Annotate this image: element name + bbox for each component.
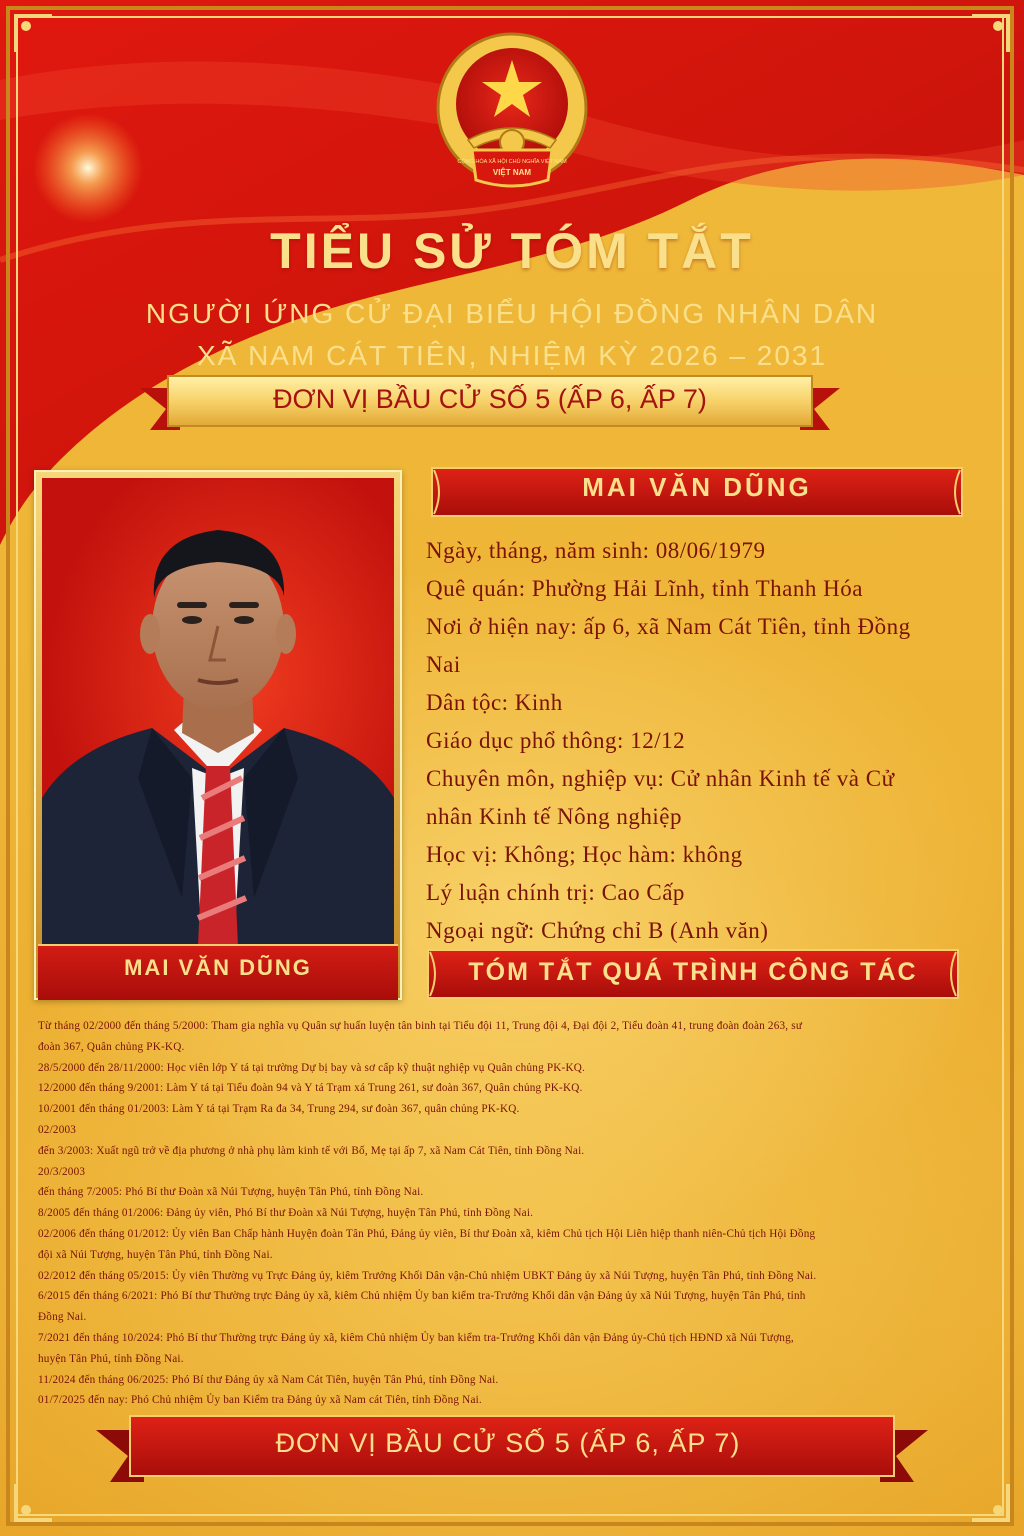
detail-line: Chuyên môn, nghiệp vụ: Cử nhân Kinh tế và Cử	[426, 766, 895, 791]
career-line: đến 3/2003: Xuất ngũ trở về địa phương ở nhà phụ làm kinh tế với Bố, Mẹ tại ấp 7, xã Nam Cát Tiên, tỉnh Đồng Nai.	[38, 1144, 585, 1157]
career-line: 20/3/2003	[38, 1165, 86, 1178]
career-line: Từ tháng 02/2000 đến tháng 5/2000: Tham gia nghĩa vụ Quân sự huấn luyện tân binh tại Tiểu đội 11, Trung đội 4, Đại đội 2, Tiểu đoàn 41, trung đoàn đoàn 263, sư	[38, 1020, 803, 1032]
detail-line: Ngoại ngữ: Chứng chỉ B (Anh văn)	[426, 918, 769, 943]
career-line: 28/5/2000 đến 28/11/2000: Học viên lớp Y tá tại trường Dự bị bay và sơ cấp kỹ thuật nghiệp vụ Quân chủng PK-KQ.	[38, 1061, 586, 1074]
photo-caption: MAI VĂN DŨNG	[124, 955, 312, 980]
career-line: 01/7/2025 đến nay: Phó Chủ nhiệm Ủy ban Kiểm tra Đảng ủy xã Nam cát Tiên, tỉnh Đồng Nai.	[38, 1394, 482, 1407]
career-line: 6/2015 đến tháng 6/2021: Phó Bí thư Thường trực Đảng ủy xã, kiêm Chủ nhiệm Ủy ban kiểm tra-Trưởng Khối dân vận Đảng ủy xã Núi Tượng, huyện Tân Phú, tỉnh	[38, 1290, 806, 1303]
career-line: 7/2021 đến tháng 10/2024: Phó Bí thư Thường trực Đảng ủy xã, kiêm Chủ nhiệm Ủy ban kiểm tra-Trưởng Khối dân vận Đảng ủy-Chủ tịch HĐND xã Núi Tượng,	[38, 1331, 794, 1344]
unit-label: ĐƠN VỊ BẦU CỬ SỐ 5 (ẤP 6, ẤP 7)	[273, 384, 707, 414]
detail-line: Nai	[426, 652, 461, 677]
career-title: TÓM TẮT QUÁ TRÌNH CÔNG TÁC	[468, 958, 918, 986]
career-line: 02/2006 đến tháng 01/2012: Ủy viên Ban Chấp hành Huyện đoàn Tân Phú, Đảng ủy viên, Bí thư Đoàn xã, kiêm Chủ tịch Hội Liên hiệp thanh niên-Chủ tịch Hội Đồng	[38, 1227, 816, 1240]
candidate-name: MAI VĂN DŨNG	[582, 472, 812, 502]
detail-line: Giáo dục phổ thông: 12/12	[426, 728, 686, 753]
career-line: 8/2005 đến tháng 01/2006: Đảng ủy viên, Phó Bí thư Đoàn xã Núi Tượng, huyện Tân Phú, tỉnh Đồng Nai.	[38, 1207, 534, 1220]
detail-line: Quê quán: Phường Hải Lĩnh, tỉnh Thanh Hóa	[426, 576, 863, 601]
career-line: 11/2024 đến tháng 06/2025: Phó Bí thư Đảng ủy xã Nam Cát Tiên, huyện Tân Phú, tỉnh Đồng Nai.	[38, 1373, 499, 1386]
candidate-details	[426, 532, 986, 950]
career-line: 10/2001 đến tháng 01/2003: Làm Y tá tại Trạm Ra đa 34, Trung 294, sư đoàn 367, quân chủng PK-KQ.	[38, 1103, 520, 1116]
career-line: đoàn 367, Quân chủng PK-KQ.	[38, 1040, 185, 1053]
detail-line: nhân Kinh tế Nông nghiệp	[426, 804, 683, 829]
emblem-text: CỘNG HÒA XÃ HỘI CHỦ NGHĨA VIỆT NAM	[457, 159, 567, 165]
detail-line: Nơi ở hiện nay: ấp 6, xã Nam Cát Tiên, tỉnh Đồng	[426, 614, 911, 639]
detail-line: Dân tộc: Kinh	[426, 690, 563, 715]
detail-line: Lý luận chính trị: Cao Cấp	[426, 880, 685, 905]
subtitle-line-1: NGƯỜI ỨNG CỬ ĐẠI BIỂU HỘI ĐỒNG NHÂN DÂN	[145, 298, 879, 329]
career-line: 12/2000 đến tháng 9/2001: Làm Y tá tại Tiểu đoàn 94 và Y tá Trạm xá Trung 261, sư đoàn 367, Quân chủng PK-KQ.	[38, 1082, 583, 1095]
person-portrait-icon	[42, 478, 394, 946]
national-emblem-icon	[432, 30, 592, 200]
career-list	[38, 1016, 996, 1411]
corner-ornament-icon	[12, 1480, 56, 1524]
career-line: Đồng Nai.	[38, 1311, 87, 1324]
svg-text:VIỆT NAM: VIỆT NAM	[492, 168, 532, 177]
subtitle-line-2: XÃ NAM CÁT TIÊN, NHIỆM KỲ 2026 – 2031	[196, 340, 828, 371]
footer-unit-label: ĐƠN VỊ BẦU CỬ SỐ 5 (ẤP 6, ẤP 7)	[275, 1428, 741, 1458]
detail-line: Học vị: Không; Học hàm: không	[426, 842, 743, 867]
detail-line: Ngày, tháng, năm sinh: 08/06/1979	[426, 538, 766, 563]
career-line: huyện Tân Phú, tỉnh Đồng Nai.	[38, 1352, 184, 1365]
page-title: TIỂU SỬ TÓM TẮT	[270, 223, 754, 279]
corner-ornament-icon	[968, 1480, 1012, 1524]
candidate-photo	[42, 478, 394, 946]
career-line: đến tháng 7/2005: Phó Bí thư Đoàn xã Núi Tượng, huyện Tân Phú, tỉnh Đồng Nai.	[38, 1186, 424, 1199]
career-line: 02/2012 đến tháng 05/2015: Ủy viên Thường vụ Trực Đảng ủy, kiêm Trưởng Khối Dân vận-Chủ nhiệm UBKT Đảng ủy xã Núi Tượng, huyện Tân Phú, tỉnh Đồng Nai.	[38, 1269, 817, 1282]
career-line: 02/2003	[38, 1123, 77, 1136]
career-line: đội xã Núi Tượng, huyện Tân Phú, tỉnh Đồng Nai.	[38, 1248, 273, 1261]
